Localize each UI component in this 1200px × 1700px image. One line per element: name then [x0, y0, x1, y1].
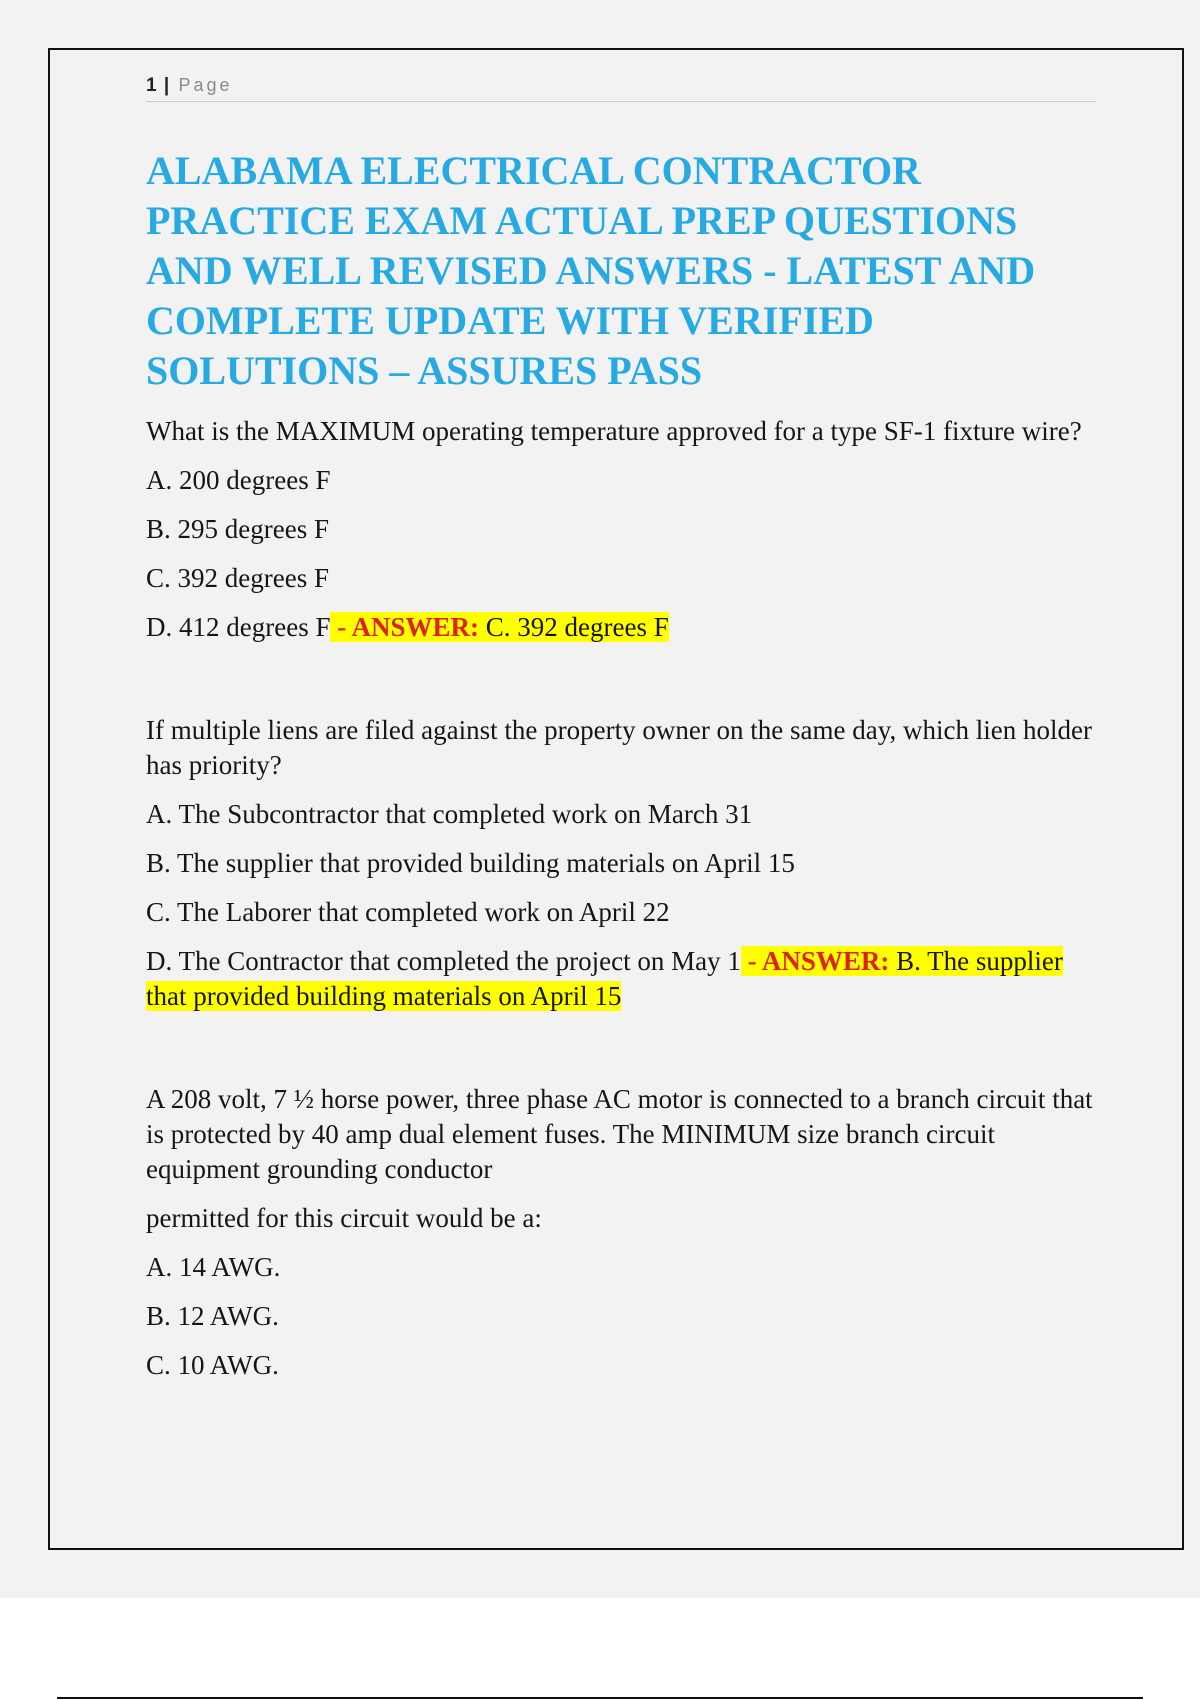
option-a: A. 14 AWG. — [146, 1252, 281, 1282]
next-page-border — [57, 1697, 1143, 1699]
option-d: D. The Contractor that completed the project on May 1 — [146, 946, 741, 976]
question-continuation: permitted for this circuit would be a: — [146, 1203, 542, 1233]
answer-label: ANSWER: — [351, 612, 479, 642]
option-d-with-answer — [146, 610, 1096, 645]
question-block-3 — [146, 1082, 1096, 1383]
answer-prefix: - — [740, 946, 762, 976]
document-page — [48, 48, 1184, 1550]
option-b: B. The supplier that provided building materials on April 15 — [146, 848, 795, 878]
option-d: D. 412 degrees F — [146, 612, 331, 642]
page-separator: | — [163, 75, 170, 96]
question-text: If multiple liens are filed against the property owner on the same day, which lien holder has priority? — [146, 715, 1092, 780]
page-header — [146, 72, 1096, 102]
question-block-2 — [146, 713, 1096, 1014]
option-c: C. The Laborer that completed work on April 22 — [146, 897, 670, 927]
option-a: A. The Subcontractor that completed work on March 31 — [146, 799, 753, 829]
page-content — [146, 72, 1096, 1383]
spacer — [146, 645, 1096, 713]
page-label: Page — [178, 75, 233, 95]
page-number: 1 — [146, 75, 157, 96]
option-b: B. 295 degrees F — [146, 514, 329, 544]
question-block-1 — [146, 414, 1096, 645]
answer-highlight — [330, 612, 668, 642]
option-d-with-answer — [146, 944, 1096, 1014]
question-text: A 208 volt, 7 ½ horse power, three phase AC motor is connected to a branch circuit that is protected by 40 amp dual element fuses. The MINIMUM size branch circuit equipment grounding conductor — [146, 1084, 1093, 1184]
answer-label: ANSWER: — [761, 946, 890, 976]
spacer — [146, 1014, 1096, 1082]
question-text: What is the MAXIMUM operating temperature approved for a type SF-1 fixture wire? — [146, 416, 1082, 446]
answer-text: B. The supplier that provided building materials on April 15 — [146, 946, 1063, 1011]
document-title: ALABAMA ELECTRICAL CONTRACTOR PRACTICE EXAM ACTUAL PREP QUESTIONS AND WELL REVISED ANSWERS - LATEST AND COMPLETE UPDATE WITH VERIFIED SOLUTIONS – ASSURES PASS — [146, 148, 1036, 393]
option-a: A. 200 degrees F — [146, 465, 331, 495]
option-c: C. 10 AWG. — [146, 1350, 279, 1380]
answer-text: C. 392 degrees F — [479, 612, 669, 642]
option-b: B. 12 AWG. — [146, 1301, 279, 1331]
option-c: C. 392 degrees F — [146, 563, 329, 593]
answer-prefix: - — [330, 612, 352, 642]
